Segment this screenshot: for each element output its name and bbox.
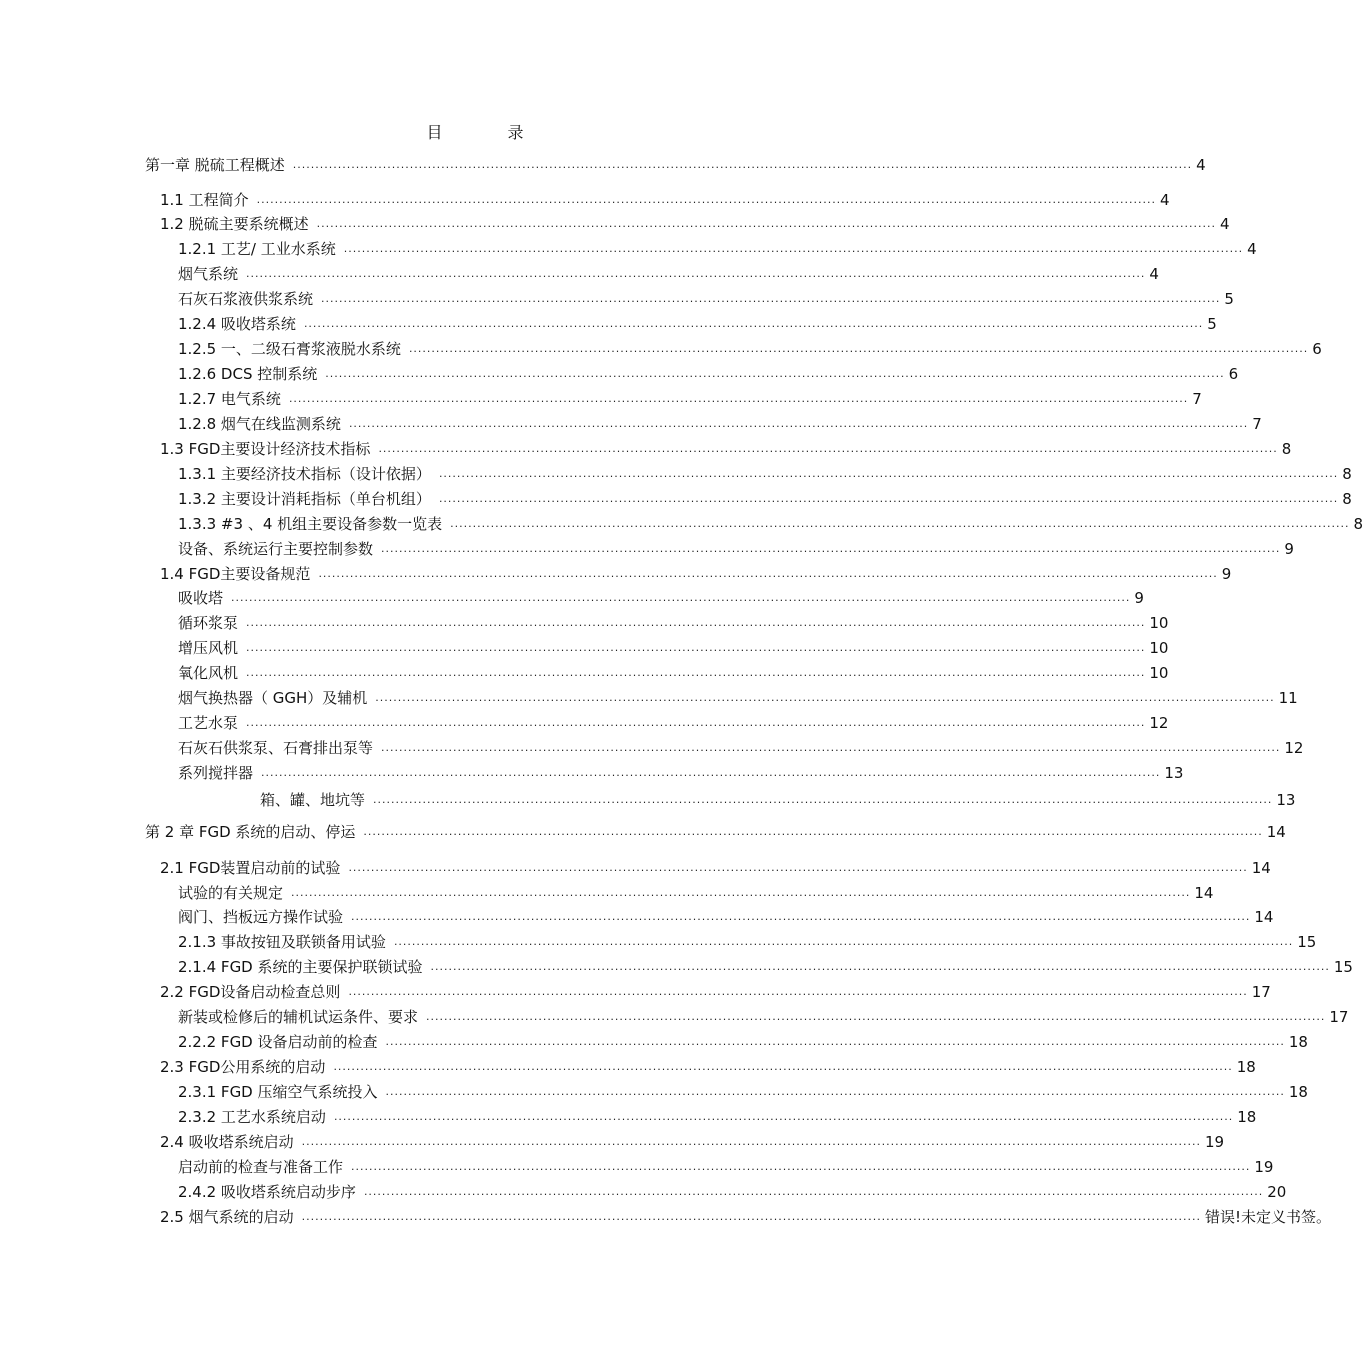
toc-entry-title: 1.2.6 DCS 控制系统 — [178, 365, 318, 383]
toc-leader-dots: ........................................................................................................................................................................................................ — [430, 960, 1330, 973]
toc-leader-dots: ........................................................................................................................................................................................................ — [381, 741, 1281, 754]
toc-entry[interactable] — [145, 822, 1286, 842]
toc-leader-dots: ........................................................................................................................................................................................................ — [363, 825, 1263, 838]
toc-entry-page: 4 — [1219, 215, 1230, 233]
toc-entry[interactable] — [178, 613, 1169, 633]
toc-entry-title: 试验的有关规定 — [178, 884, 284, 902]
toc-entry-title: 1.3.1 主要经济技术指标（设计依据） — [178, 465, 431, 483]
toc-entry[interactable] — [178, 738, 1304, 758]
toc-entry[interactable] — [178, 907, 1274, 927]
toc-leader-dots: ........................................................................................................................................................................................................ — [316, 217, 1216, 230]
toc-entry[interactable] — [178, 957, 1353, 977]
toc-entry-page: 8 — [1342, 490, 1352, 508]
toc-leader-dots: ........................................................................................................................................................................................................ — [348, 985, 1248, 998]
toc-leader-dots: ........................................................................................................................................................................................................ — [301, 1210, 1201, 1223]
toc-entry[interactable] — [178, 1007, 1349, 1027]
toc-entry-page: 9 — [1134, 589, 1144, 607]
toc-leader-dots: ........................................................................................................................................................................................................ — [348, 861, 1248, 874]
toc-entry-title: 新装或检修后的辅机试运条件、要求 — [178, 1008, 419, 1026]
toc-entry-page: 6 — [1228, 365, 1239, 383]
toc-leader-dots: ........................................................................................................................................................................................................ — [301, 1135, 1201, 1148]
toc-leader-dots: ........................................................................................................................................................................................................ — [246, 716, 1146, 729]
toc-entry-page: 4 — [1196, 156, 1206, 174]
toc-leader-dots: ........................................................................................................................................................................................................ — [363, 1185, 1264, 1198]
toc-title: 目 录 — [426, 123, 554, 142]
toc-entry-page: 10 — [1149, 639, 1169, 657]
toc-entry[interactable] — [178, 1182, 1287, 1202]
toc-entry-page: 4 — [1247, 240, 1257, 258]
toc-leader-dots: ........................................................................................................................................................................................................ — [325, 367, 1225, 380]
toc-entry[interactable] — [178, 1157, 1274, 1177]
toc-entry[interactable] — [178, 763, 1184, 783]
toc-entry-title: 第一章 脱硫工程概述 — [145, 156, 285, 174]
toc-leader-dots: ........................................................................................................................................................................................................ — [292, 158, 1193, 171]
toc-entry[interactable] — [178, 414, 1262, 434]
toc-leader-dots: ........................................................................................................................................................................................................ — [348, 417, 1249, 430]
toc-leader-dots: ........................................................................................................................................................................................................ — [378, 442, 1278, 455]
toc-entry[interactable] — [178, 239, 1257, 259]
toc-leader-dots: ........................................................................................................................................................................................................ — [426, 1010, 1326, 1023]
toc-entry-page: 19 — [1204, 1133, 1225, 1151]
toc-leader-dots: ........................................................................................................................................................................................................ — [246, 616, 1146, 629]
toc-entry[interactable] — [178, 389, 1202, 409]
toc-entry-title: 1.2.7 电气系统 — [178, 390, 281, 408]
toc-entry[interactable] — [178, 364, 1239, 384]
toc-leader-dots: ........................................................................................................................................................................................................ — [261, 766, 1161, 779]
toc-entry-title: 2.3.1 FGD 压缩空气系统投入 — [178, 1083, 378, 1101]
toc-entry[interactable] — [145, 155, 1206, 175]
toc-entry-title: 增压风机 — [178, 639, 239, 657]
toc-entry-page: 5 — [1207, 315, 1217, 333]
toc-entry[interactable] — [178, 264, 1159, 284]
toc-entry-title: 1.2.5 一、二级石膏浆液脱水系统 — [178, 340, 401, 358]
toc-entry[interactable] — [178, 464, 1352, 484]
toc-entry[interactable] — [178, 289, 1234, 309]
toc-leader-dots: ........................................................................................................................................................................................................ — [246, 641, 1146, 654]
toc-leader-dots: ........................................................................................................................................................................................................ — [408, 342, 1309, 355]
toc-entry-title: 石灰石浆液供浆系统 — [178, 290, 314, 308]
toc-entry[interactable] — [160, 1057, 1256, 1077]
toc-entry[interactable] — [160, 982, 1271, 1002]
toc-entry[interactable] — [160, 190, 1170, 210]
toc-entry-page: 4 — [1149, 265, 1159, 283]
toc-leader-dots: ........................................................................................................................................................................................................ — [375, 691, 1275, 704]
toc-entry[interactable] — [178, 663, 1169, 683]
toc-entry-page: 10 — [1149, 664, 1169, 682]
toc-entry-page: 8 — [1281, 440, 1292, 458]
toc-entry-page: 17 — [1329, 1008, 1349, 1026]
toc-entry[interactable] — [160, 564, 1232, 584]
toc-entry-page: 10 — [1149, 614, 1169, 632]
toc-entry-title: 设备、系统运行主要控制参数 — [178, 540, 374, 558]
toc-entry-title: 2.1 FGD装置启动前的试验 — [160, 859, 341, 877]
toc-entry[interactable] — [178, 1032, 1308, 1052]
toc-entry-title: 2.2 FGD设备启动检查总则 — [160, 983, 341, 1001]
toc-leader-dots: ........................................................................................................................................................................................................ — [373, 793, 1273, 806]
toc-entry-page: 8 — [1353, 515, 1363, 533]
toc-entry[interactable] — [160, 1132, 1225, 1152]
toc-leader-dots: ........................................................................................................................................................................................................ — [385, 1085, 1285, 1098]
toc-leader-dots: ........................................................................................................................................................................................................ — [450, 517, 1350, 530]
toc-entry-page: 12 — [1149, 714, 1169, 732]
toc-entry[interactable] — [178, 588, 1144, 608]
toc-entry-page: 14 — [1266, 823, 1286, 841]
toc-entry-page: 14 — [1251, 859, 1271, 877]
toc-leader-dots: ........................................................................................................................................................................................................ — [246, 267, 1146, 280]
toc-entry-title: 系列搅拌器 — [178, 764, 254, 782]
toc-entry-title: 1.4 FGD主要设备规范 — [160, 565, 311, 583]
toc-entry-page: 6 — [1312, 340, 1322, 358]
toc-entry[interactable] — [178, 883, 1214, 903]
toc-entry-page: 11 — [1278, 689, 1298, 707]
toc-entry[interactable] — [178, 713, 1169, 733]
toc-entry-title: 2.2.2 FGD 设备启动前的检查 — [178, 1033, 378, 1051]
toc-entry-page: 9 — [1221, 565, 1232, 583]
toc-leader-dots: ........................................................................................................................................................................................................ — [351, 1160, 1251, 1173]
toc-leader-dots: ........................................................................................................................................................................................................ — [438, 492, 1339, 505]
toc-leader-dots: ........................................................................................................................................................................................................ — [393, 935, 1294, 948]
toc-entry-page: 20 — [1267, 1183, 1287, 1201]
toc-entry-page: 5 — [1224, 290, 1234, 308]
toc-entry-page: 错误!未定义书签。 — [1204, 1208, 1331, 1226]
toc-entry-title: 2.3 FGD公用系统的启动 — [160, 1058, 326, 1076]
toc-entry-title: 氧化风机 — [178, 664, 239, 682]
toc-entry-title: 工艺水泵 — [178, 714, 239, 732]
toc-entry[interactable] — [178, 932, 1317, 952]
toc-entry-title: 1.3.2 主要设计消耗指标（单台机组） — [178, 490, 431, 508]
toc-entry-title: 1.2.4 吸收塔系统 — [178, 315, 296, 333]
toc-leader-dots: ........................................................................................................................................................................................................ — [231, 591, 1131, 604]
toc-entry-page: 4 — [1159, 191, 1170, 209]
toc-entry-title: 启动前的检查与准备工作 — [178, 1158, 344, 1176]
toc-leader-dots: ........................................................................................................................................................................................................ — [333, 1060, 1233, 1073]
toc-entry-page: 7 — [1252, 415, 1262, 433]
toc-entry-title: 2.1.3 事故按钮及联锁备用试验 — [178, 933, 386, 951]
toc-entry-page: 14 — [1194, 884, 1214, 902]
toc-entry-page: 18 — [1236, 1058, 1256, 1076]
toc-entry-title: 烟气系统 — [178, 265, 239, 283]
toc-entry-page: 13 — [1276, 791, 1296, 809]
toc-entry-page: 17 — [1251, 983, 1271, 1001]
toc-entry-page: 18 — [1237, 1108, 1257, 1126]
toc-entry[interactable] — [178, 314, 1217, 334]
toc-entry-title: 1.3 FGD主要设计经济技术指标 — [160, 440, 371, 458]
toc-leader-dots: ........................................................................................................................................................................................................ — [303, 317, 1204, 330]
toc-leader-dots: ........................................................................................................................................................................................................ — [438, 467, 1339, 480]
toc-entry-title: 吸收塔 — [178, 589, 224, 607]
toc-entry[interactable] — [160, 214, 1230, 234]
toc-entry-title: 1.2 脱硫主要系统概述 — [160, 215, 309, 233]
toc-leader-dots: ........................................................................................................................................................................................................ — [333, 1110, 1234, 1123]
toc-entry-page: 18 — [1288, 1083, 1308, 1101]
toc-entry-page: 12 — [1284, 739, 1304, 757]
toc-entry[interactable] — [178, 489, 1352, 509]
toc-entry-title: 2.4 吸收塔系统启动 — [160, 1133, 294, 1151]
toc-entry[interactable] — [178, 514, 1363, 534]
toc-entry-title: 1.2.1 工艺/ 工业水系统 — [178, 240, 336, 258]
toc-leader-dots: ........................................................................................................................................................................................................ — [318, 567, 1218, 580]
toc-entry-page: 15 — [1333, 958, 1353, 976]
toc-entry-title: 阀门、挡板远方操作试验 — [178, 908, 344, 926]
toc-entry-title: 箱、罐、地坑等 — [260, 791, 366, 809]
toc-entry[interactable] — [160, 439, 1292, 459]
toc-entry-title: 循环浆泵 — [178, 614, 239, 632]
toc-leader-dots: ........................................................................................................................................................................................................ — [291, 886, 1191, 899]
toc-entry-title: 2.3.2 工艺水系统启动 — [178, 1108, 326, 1126]
toc-entry-page: 8 — [1342, 465, 1352, 483]
toc-entry-page: 18 — [1288, 1033, 1308, 1051]
toc-leader-dots: ........................................................................................................................................................................................................ — [343, 242, 1244, 255]
toc-entry[interactable] — [178, 339, 1322, 359]
toc-entry-page: 14 — [1254, 908, 1274, 926]
toc-entry-title: 2.1.4 FGD 系统的主要保护联锁试验 — [178, 958, 423, 976]
toc-entry[interactable] — [178, 638, 1169, 658]
toc-entry-page: 7 — [1192, 390, 1202, 408]
toc-leader-dots: ........................................................................................................................................................................................................ — [321, 292, 1221, 305]
toc-entry-title: 石灰石供浆泵、石膏排出泵等 — [178, 739, 374, 757]
toc-entry-title: 第 2 章 FGD 系统的启动、停运 — [145, 823, 356, 841]
toc-entry[interactable] — [178, 539, 1294, 559]
toc-entry-page: 9 — [1284, 540, 1294, 558]
toc-entry[interactable] — [260, 790, 1296, 810]
toc-entry-page: 15 — [1297, 933, 1317, 951]
toc-entry-title: 1.2.8 烟气在线监测系统 — [178, 415, 341, 433]
toc-entry[interactable] — [160, 858, 1271, 878]
toc-entry-title: 2.5 烟气系统的启动 — [160, 1208, 294, 1226]
toc-entry-title: 1.3.3 #3 、4 机组主要设备参数一览表 — [178, 515, 443, 533]
toc-entry[interactable] — [178, 1107, 1257, 1127]
toc-leader-dots: ........................................................................................................................................................................................................ — [246, 666, 1146, 679]
toc-entry-page: 19 — [1254, 1158, 1274, 1176]
toc-entry-title: 烟气换热器（ GGH）及辅机 — [178, 689, 368, 707]
toc-entry-title: 2.4.2 吸收塔系统启动步序 — [178, 1183, 356, 1201]
toc-entry-page: 13 — [1164, 764, 1184, 782]
toc-entry[interactable] — [178, 1082, 1308, 1102]
toc-leader-dots: ........................................................................................................................................................................................................ — [288, 392, 1189, 405]
toc-entry-title: 1.1 工程简介 — [160, 191, 249, 209]
toc-leader-dots: ........................................................................................................................................................................................................ — [385, 1035, 1285, 1048]
toc-leader-dots: ........................................................................................................................................................................................................ — [381, 542, 1281, 555]
toc-leader-dots: ........................................................................................................................................................................................................ — [351, 910, 1251, 923]
toc-leader-dots: ........................................................................................................................................................................................................ — [256, 193, 1156, 206]
toc-entry[interactable] — [178, 688, 1298, 708]
toc-entry[interactable] — [160, 1207, 1331, 1227]
